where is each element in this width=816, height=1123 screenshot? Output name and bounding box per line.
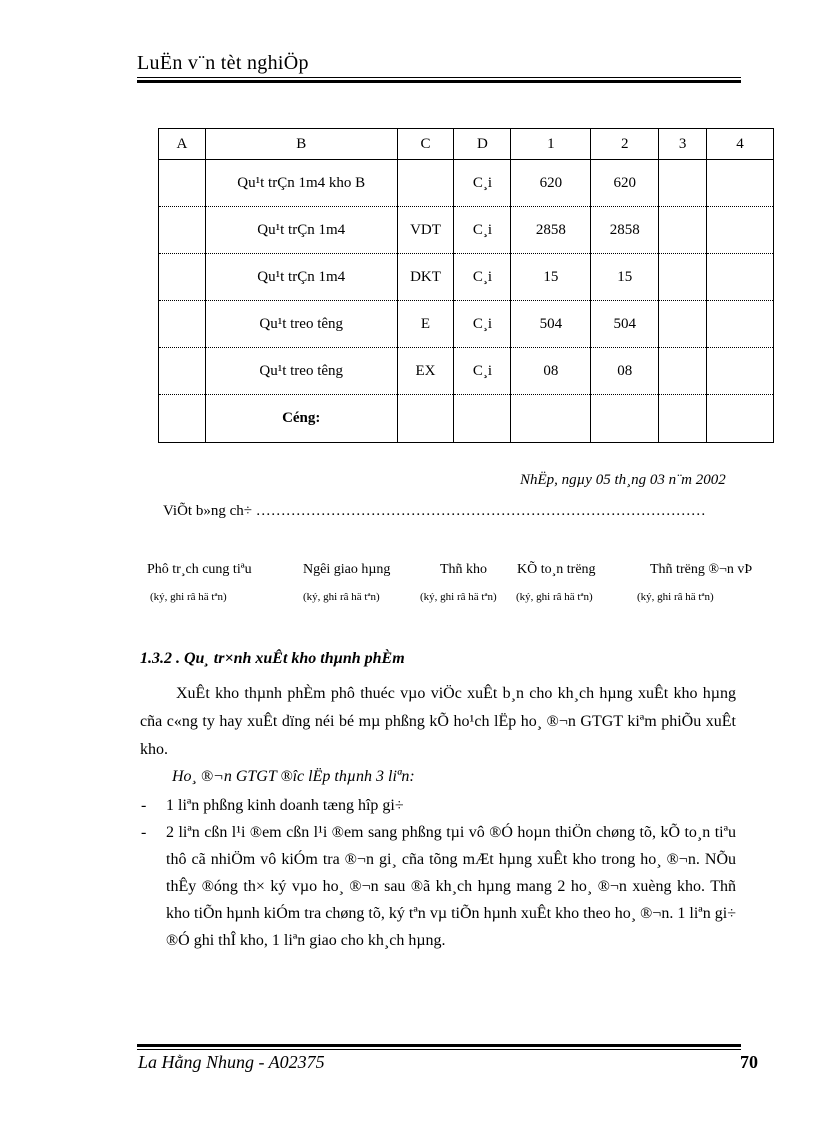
- table-cell: C¸i: [454, 254, 511, 301]
- table-cell: [159, 254, 206, 301]
- table-cell: [659, 301, 707, 348]
- header-rule-thin: [137, 77, 741, 78]
- section-heading: 1.3.2 . Qu¸ tr×nh xuÊt kho thµnh phÈm: [140, 650, 405, 667]
- table-cell: [511, 395, 591, 443]
- footer-rule-thick: [137, 1044, 741, 1047]
- table-cell: [397, 160, 454, 207]
- page-number: 70: [740, 1052, 758, 1072]
- table-cell: 08: [511, 348, 591, 395]
- header-rule-thick: [137, 80, 741, 83]
- table-cell: Qu¹t trÇn 1m4: [205, 207, 397, 254]
- column-header: 4: [707, 129, 774, 160]
- table-cell: Qu¹t trÇn 1m4 kho B: [205, 160, 397, 207]
- table-cell: 08: [591, 348, 659, 395]
- signature-note: (ký, ghi râ hä tªn): [150, 591, 227, 603]
- table-cell: Qu¹t treo têng: [205, 348, 397, 395]
- table-cell: Qu¹t trÇn 1m4: [205, 254, 397, 301]
- signature-note: (ký, ghi râ hä tªn): [637, 591, 714, 603]
- table-row: [159, 160, 774, 207]
- table-row: [159, 207, 774, 254]
- bullet-item: 1 liªn phßng kinh doanh tæng hîp gi÷: [166, 797, 404, 814]
- total-label: Céng:: [205, 395, 397, 443]
- column-header: C: [397, 129, 454, 160]
- table-cell: [707, 160, 774, 207]
- table-cell: [454, 395, 511, 443]
- table-cell: 2858: [591, 207, 659, 254]
- table-cell: [659, 207, 707, 254]
- footer-author: La Hằng Nhung - A02375: [138, 1052, 325, 1072]
- table-cell: EX: [397, 348, 454, 395]
- invoice-note: Ho¸ ®¬n GTGT ®îc lËp thµnh 3 liªn:: [172, 768, 415, 785]
- signature-title-chief-accountant: KÕ to¸n trëng: [517, 562, 596, 577]
- table-cell: C¸i: [454, 348, 511, 395]
- signature-title-storekeeper: Thñ kho: [440, 562, 488, 577]
- signature-title-supply: Phô tr¸ch cung tiªu: [147, 562, 252, 577]
- column-header: 1: [511, 129, 591, 160]
- date-line: NhËp, ngµy 05 th¸ng 03 n¨m 2002: [520, 472, 726, 488]
- table-cell: [159, 301, 206, 348]
- section-paragraph: XuÊt kho thµnh phÈm phô thuéc vµo viÖc xuÊt b¸n cho kh¸ch hµng xuÊt kho hµng cña c«ng ty hay xuÊt dïng néi bé mµ phßng kÕ ho¹ch lËp ho¸ ®¬n GTGT kiªm phiÕu xuÊt kho.: [140, 685, 736, 758]
- table-cell: VDT: [397, 207, 454, 254]
- table-total-row: [159, 395, 774, 443]
- column-header: D: [454, 129, 511, 160]
- table-cell: C¸i: [454, 160, 511, 207]
- table-cell: [707, 207, 774, 254]
- table-cell: [591, 395, 659, 443]
- table-row: [159, 254, 774, 301]
- table-cell: 15: [511, 254, 591, 301]
- signature-note: (ký, ghi râ hä tªn): [420, 591, 497, 603]
- signature-note: (ký, ghi râ hä tªn): [516, 591, 593, 603]
- table-cell: [707, 348, 774, 395]
- table-cell: DKT: [397, 254, 454, 301]
- bullet-item: 2 liªn cßn l¹i ®em cßn l¹i ®em sang phßng tµi vô ®Ó hoµn thiÖn chøng tõ, kÕ to¸n tiªu thô cã nhiÖm vô kiÓm tra ®¬n gi¸ cña tõng mÆt hµng xuÊt kho trong ho¸ ®¬n. NÕu thÊy ®óng th× ký vµo ho¸ ®¬n sau ®ã kh¸ch hµng mang 2 ho¸ ®¬n xuèng kho. Thñ kho tiÕn hµnh kiÓm tra chøng tõ, ký tªn vµ tiÕn hµnh xuÊt kho theo ho¸ ®¬n. 1 liªn gi÷ ®Ó ghi thÎ kho, 1 liªn giao cho kh¸ch hµng.: [166, 824, 736, 949]
- table-cell: 15: [591, 254, 659, 301]
- bullet-dash: -: [141, 797, 147, 814]
- table-cell: E: [397, 301, 454, 348]
- table-cell: [659, 160, 707, 207]
- table-cell: C¸i: [454, 301, 511, 348]
- table-cell: [659, 395, 707, 443]
- table-cell: [159, 395, 206, 443]
- table-header-row: [159, 129, 774, 160]
- signature-title-head-of-unit: Thñ trëng ®¬n vÞ: [650, 562, 753, 577]
- column-header: B: [205, 129, 397, 160]
- table-cell: 504: [591, 301, 659, 348]
- table-cell: 504: [511, 301, 591, 348]
- table-cell: 2858: [511, 207, 591, 254]
- table-cell: 620: [591, 160, 659, 207]
- table-cell: Qu¹t treo têng: [205, 301, 397, 348]
- column-header: 3: [659, 129, 707, 160]
- table-cell: [159, 160, 206, 207]
- goods-table: [158, 128, 774, 443]
- footer-rule-thin: [137, 1049, 741, 1050]
- bullet-dash: -: [141, 824, 147, 841]
- amount-in-words-line: ViÕt b»ng ch÷ ………………………………………………………………………………: [163, 503, 706, 519]
- table-cell: C¸i: [454, 207, 511, 254]
- column-header: A: [159, 129, 206, 160]
- table-cell: [159, 348, 206, 395]
- signature-note: (ký, ghi râ hä tªn): [303, 591, 380, 603]
- table-cell: [397, 395, 454, 443]
- table-row: [159, 348, 774, 395]
- table-cell: [707, 254, 774, 301]
- running-header: LuËn v¨n tèt nghiÖp: [137, 52, 309, 74]
- table-cell: [707, 301, 774, 348]
- table-cell: [707, 395, 774, 443]
- table-cell: 620: [511, 160, 591, 207]
- column-header: 2: [591, 129, 659, 160]
- table-row: [159, 301, 774, 348]
- signature-title-deliverer: Ngêi giao hµng: [303, 562, 391, 577]
- table-cell: [659, 348, 707, 395]
- table-cell: [159, 207, 206, 254]
- table-cell: [659, 254, 707, 301]
